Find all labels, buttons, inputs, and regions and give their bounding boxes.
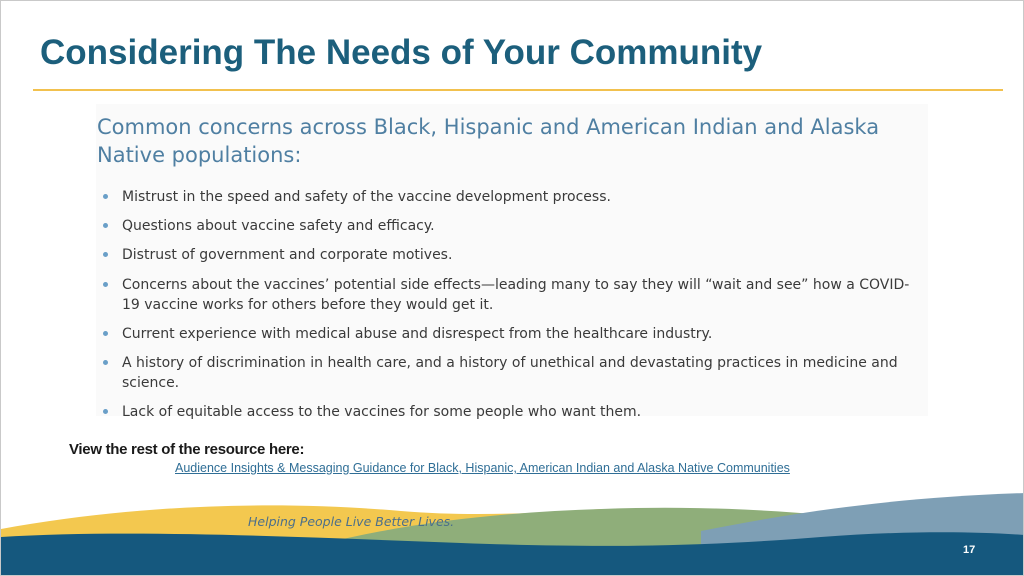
- list-item-text: Questions about vaccine safety and efficacy.: [122, 218, 435, 235]
- list-item: [101, 353, 926, 393]
- bullet-dot-icon: [103, 282, 108, 287]
- bullet-dot-icon: [103, 409, 108, 414]
- concerns-list: [101, 187, 926, 431]
- tagline: Helping People Live Better Lives.: [248, 514, 455, 529]
- list-item-text: A history of discrimination in health care, and a history of unethical and devastating practices in medicine and science.: [122, 354, 898, 391]
- bullet-dot-icon: [103, 360, 108, 365]
- list-item: [101, 324, 926, 344]
- list-item: [101, 187, 926, 207]
- bullet-dot-icon: [103, 194, 108, 199]
- page-number: 17: [963, 544, 976, 556]
- list-item-text: Distrust of government and corporate motives.: [122, 247, 453, 264]
- concerns-heading: Common concerns across Black, Hispanic and American Indian and Alaska Native populations:: [97, 115, 880, 167]
- resource-label: View the rest of the resource here:: [69, 441, 305, 458]
- bullet-dot-icon: [103, 331, 108, 336]
- list-item: [101, 216, 926, 236]
- list-item: [101, 275, 926, 315]
- list-item: [101, 402, 926, 422]
- list-item-text: Lack of equitable access to the vaccines for some people who want them.: [122, 404, 642, 421]
- list-item: [101, 245, 926, 265]
- title-divider: [33, 89, 1003, 91]
- list-item-text: Mistrust in the speed and safety of the vaccine development process.: [122, 189, 611, 205]
- footer-waves: [1, 491, 1024, 576]
- list-item-text: Current experience with medical abuse and disrespect from the healthcare industry.: [122, 325, 713, 342]
- bullet-dot-icon: [103, 223, 108, 228]
- list-item-text: Concerns about the vaccines’ potential side effects—leading many to say they will “wait and see” how a COVID-19 vaccine works for others before they would get it.: [122, 276, 910, 313]
- resource-link[interactable]: Audience Insights & Messaging Guidance for Black, Hispanic, American Indian and Alaska Native Communities: [175, 461, 790, 475]
- bullet-dot-icon: [103, 252, 108, 257]
- slide-title: Considering The Needs of Your Community: [40, 33, 763, 72]
